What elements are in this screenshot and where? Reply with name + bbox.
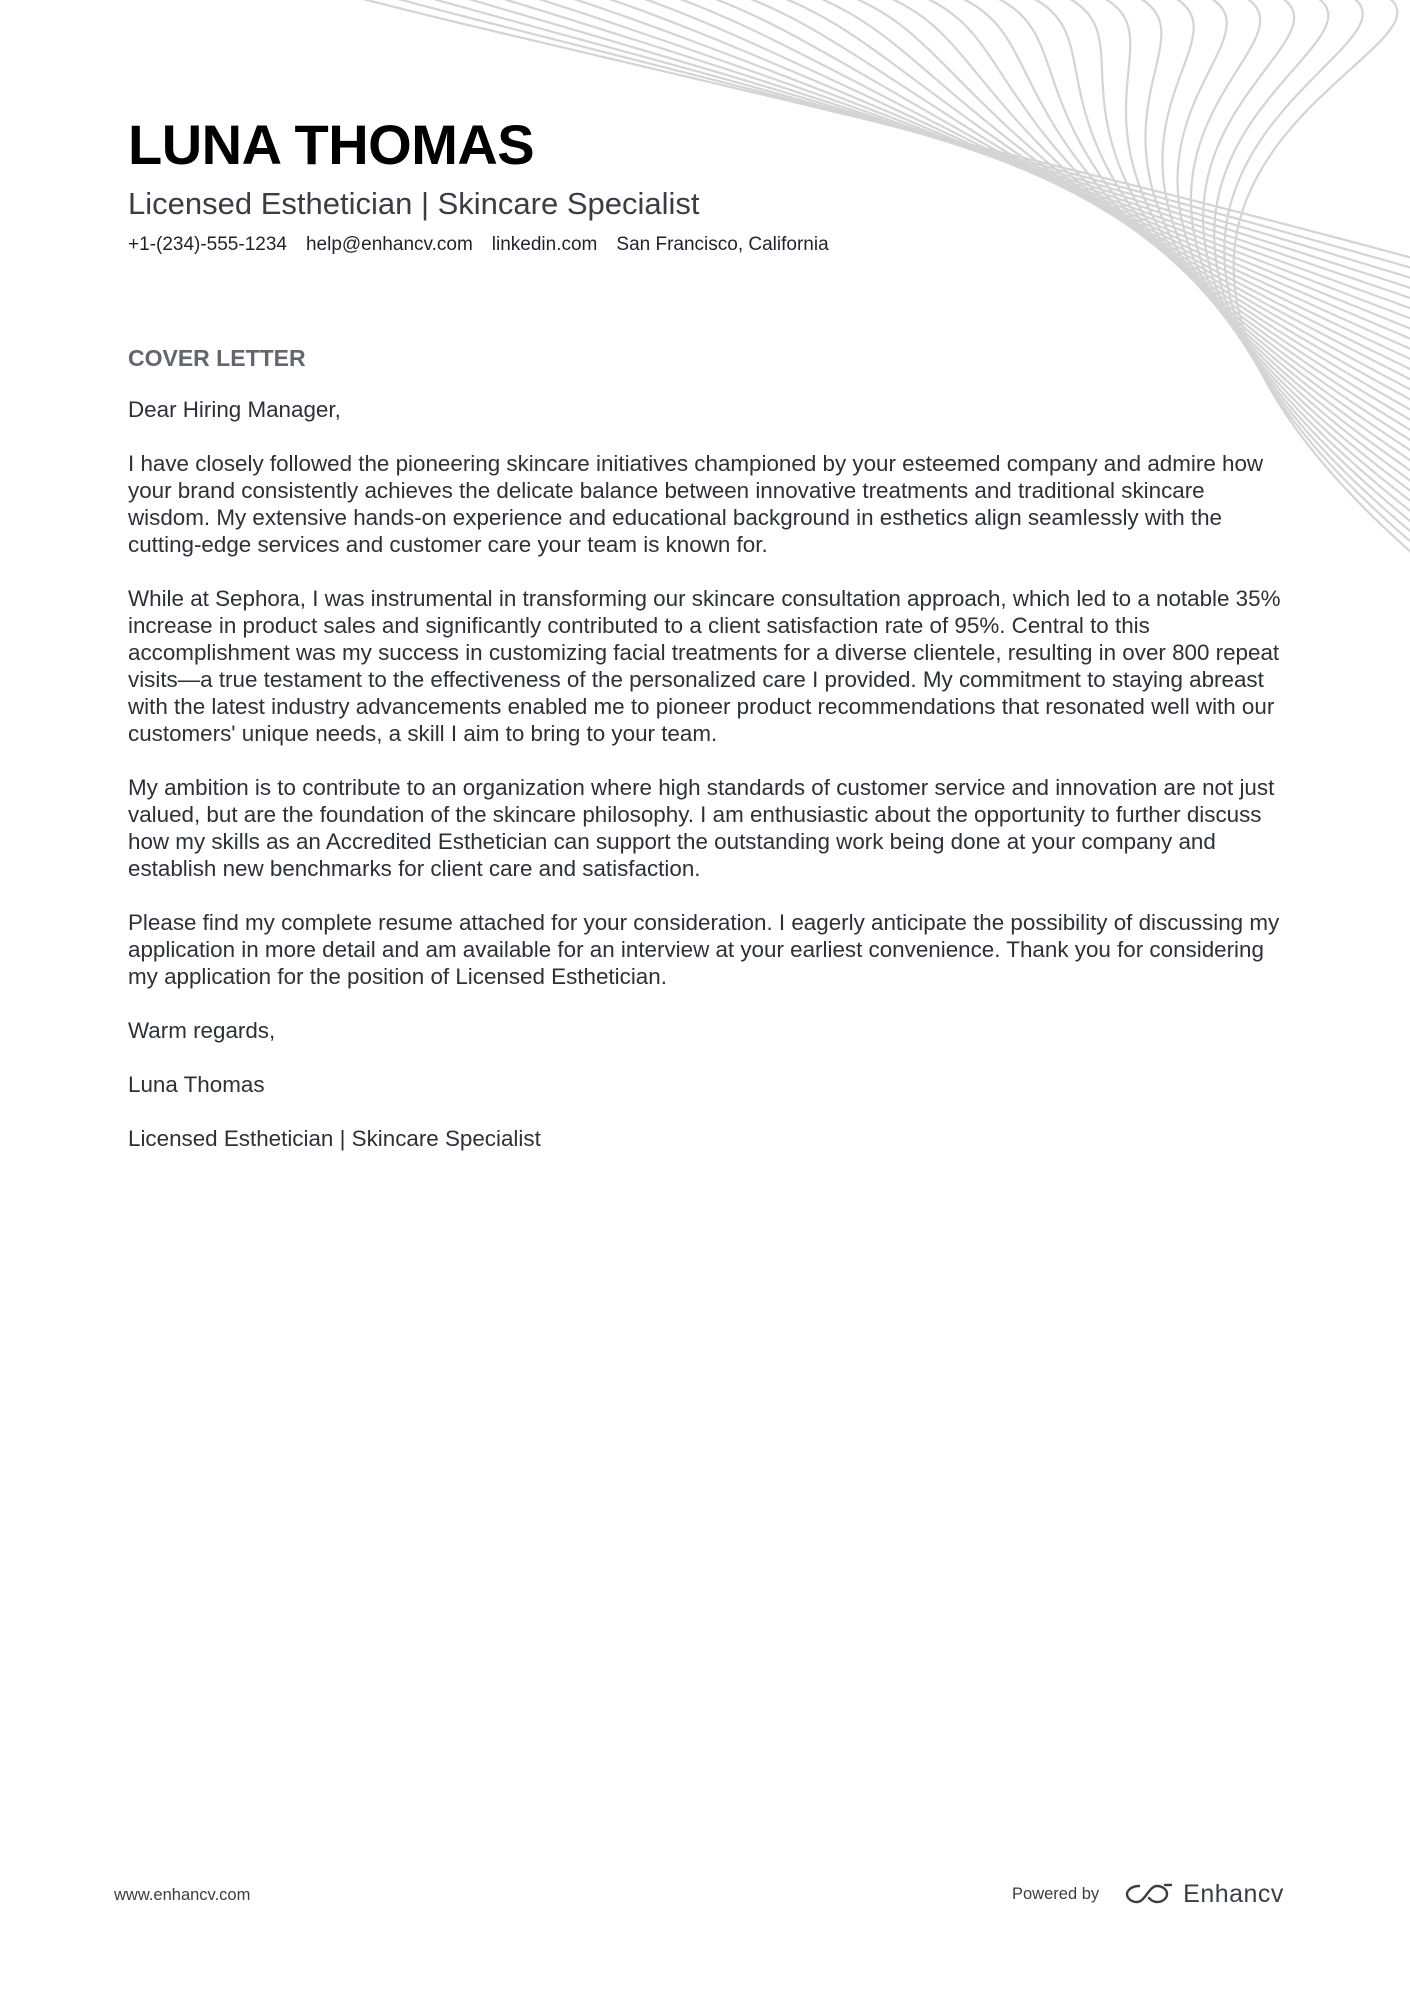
contact-info	[128, 232, 829, 258]
contact-linkedin[interactable]: linkedin.com	[491, 234, 598, 255]
wave-line	[726, 0, 1410, 374]
footer-branding[interactable]	[1012, 1874, 1284, 1914]
wave-line	[510, 0, 1410, 312]
candidate-title: Licensed Esthetician | Skincare Specialist	[128, 186, 700, 221]
wave-line	[1014, 0, 1410, 457]
wave-line	[690, 0, 1410, 363]
section-heading: COVER LETTER	[128, 345, 306, 371]
signature-title: Licensed Esthetician | Skincare Specialist	[128, 1126, 541, 1151]
letter-closing: Warm regards,	[128, 1018, 276, 1043]
letter-paragraph-3: My ambition is to contribute to an organization where high standards of customer service and innovation are not just valued, but are the foundation of the skincare philosophy. I am enthusiastic about the opportunity to further discuss how my skills as an Accredited Esthetician can support the outstanding work being done at your company and establish new benchmarks for client care and satisfaction.	[128, 775, 1275, 881]
enhancv-brand-name: Enhancv	[1183, 1879, 1284, 1908]
wave-line	[654, 0, 1410, 353]
letter-salutation: Dear Hiring Manager,	[128, 397, 341, 422]
letter-paragraph-1: I have closely followed the pioneering skincare initiatives championed by your esteemed company and admire how your brand consistently achieves the delicate balance between innovative treatments and traditional skincare wisdom. My extensive hands-on experience and educational background in esthetics align seamlessly with the cutting-edge services and customer care your team is known for.	[128, 451, 1264, 557]
contact-phone[interactable]: +1-(234)-555-1234	[128, 234, 287, 255]
wave-line	[978, 0, 1410, 446]
enhancv-logo-icon	[1125, 1881, 1173, 1907]
wave-line	[618, 0, 1410, 343]
wave-line	[870, 0, 1410, 415]
letter-body	[128, 396, 1288, 1179]
letter-paragraph-2: While at Sephora, I was instrumental in transforming our skincare consultation approach, which led to a notable 35% increase in product sales and significantly contributed to a client satisfaction rate of 95%. Central to this accomplishment was my success in customizing facial treatments for a diverse clientele, resulting in over 800 repeat visits—a true testament to the effectiveness of the personalized care I provided. My commitment to staying abreast with the latest industry advancements enabled me to pioneer product recommendations that resonated well with our customers' unique needs, a skill I aim to bring to your team.	[128, 586, 1281, 746]
contact-email[interactable]: help@enhancv.com	[305, 234, 473, 255]
contact-location: San Francisco, California	[616, 234, 829, 255]
wave-line	[906, 0, 1410, 426]
wave-line	[546, 0, 1410, 322]
wave-line	[834, 0, 1410, 405]
candidate-name: LUNA THOMAS	[128, 113, 535, 176]
letter-paragraph-4: Please find my complete resume attached for your consideration. I eagerly anticipate the possibility of discussing my application in more detail and am available for an interview at your earliest convenience. Thank you for considering my application for the position of Licensed Esthetician.	[128, 910, 1280, 989]
wave-line	[942, 0, 1410, 436]
wave-line	[798, 0, 1410, 394]
signature-name: Luna Thomas	[128, 1072, 265, 1097]
footer-website[interactable]: www.enhancv.com	[114, 1886, 251, 1904]
wave-line	[762, 0, 1410, 384]
powered-by-label: Powered by	[1012, 1884, 1100, 1903]
wave-line	[582, 0, 1410, 332]
